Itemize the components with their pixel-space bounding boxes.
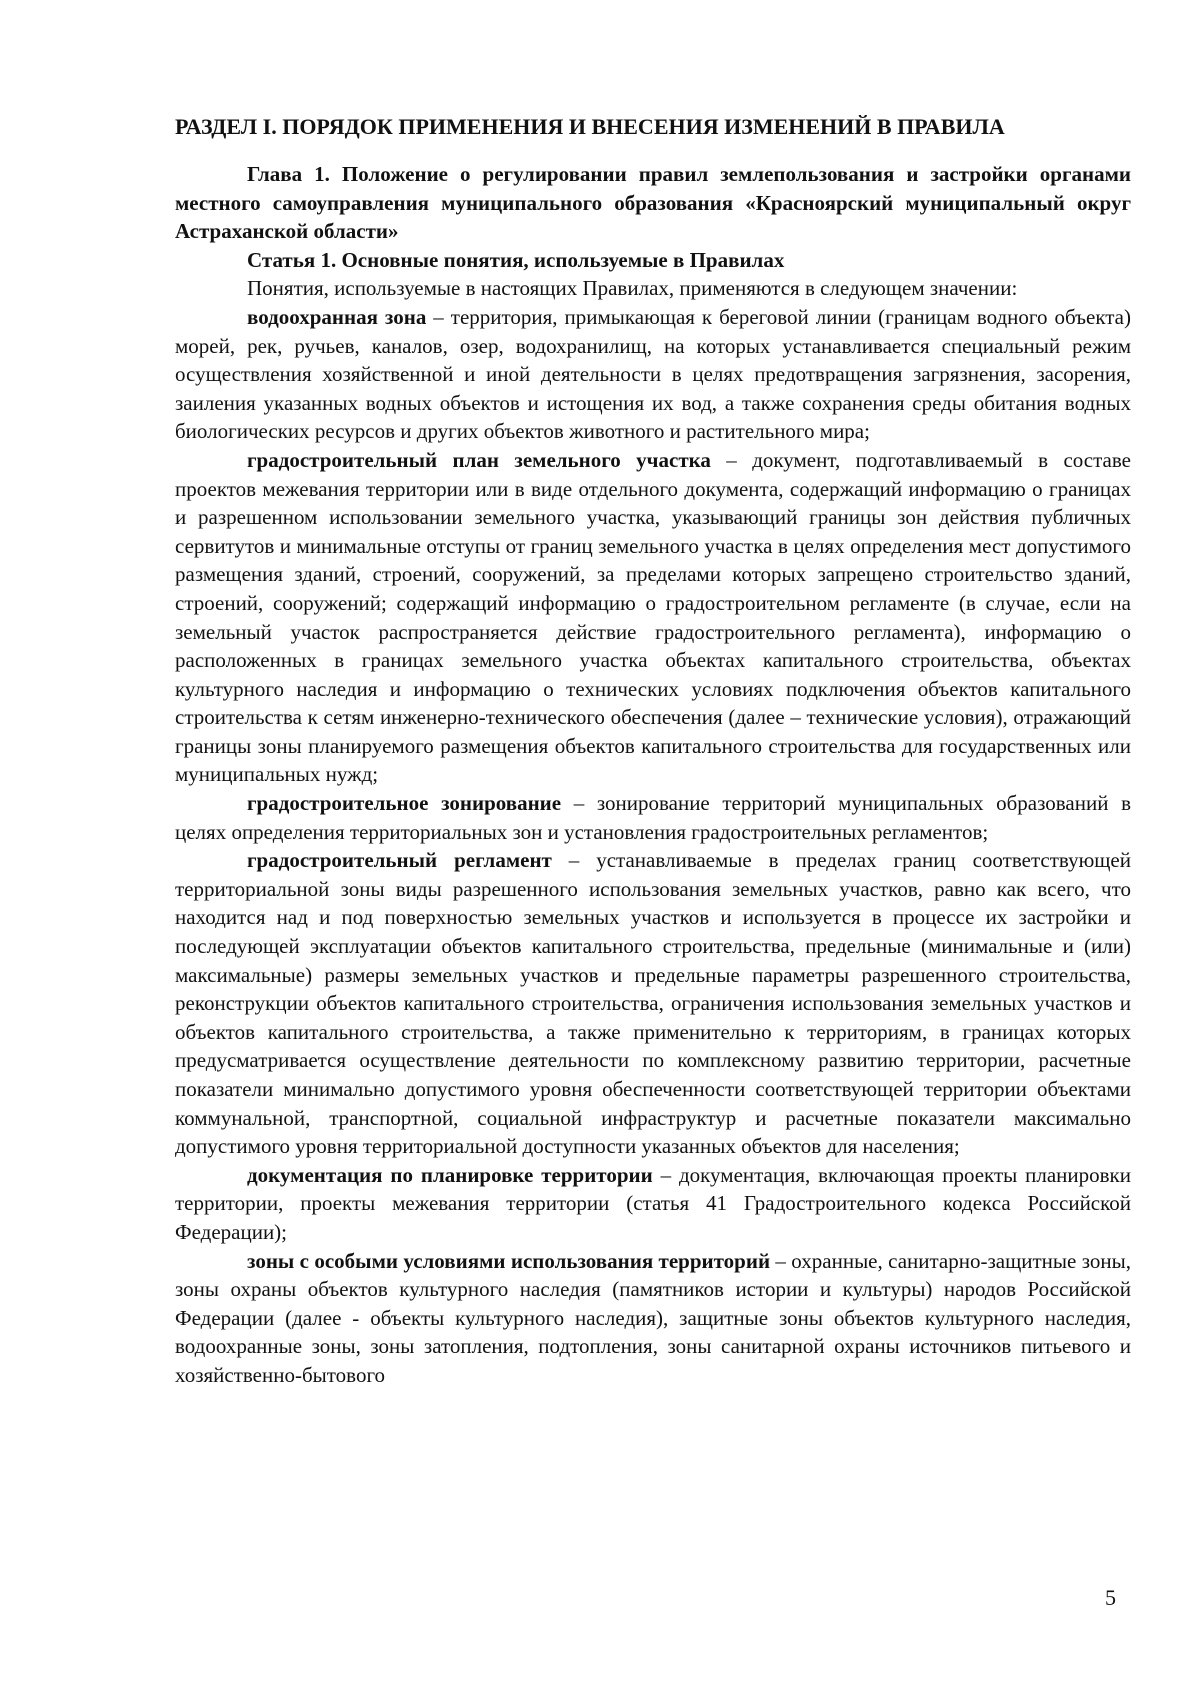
definition-paragraph: [175, 789, 1131, 846]
definition-text: – зонирование территорий муниципальных образований в целях определения территориальных зон и установления градостроительных регламентов;: [175, 791, 1131, 844]
chapter-title: Глава 1. Положение о регулировании правил землепользования и застройки органами местного самоуправления муниципального образования «Красноярский муниципальный округ Астраханской области»: [175, 162, 1131, 244]
definition-text: – документ, подготавливаемый в составе проектов межевания территории или в виде отдельного документа, содержащий информацию о границах и разрешенном использовании земельного участка, указывающий границы зон действия публичных сервитутов и минимальные отступы от границ земельного участка в целях определения мест допустимого размещения зданий, строений, сооружений, за пределами которых запрещено строительство зданий, строений, сооружений; содержащий информацию о градостроительном регламенте (в случае, если на земельный участок распространяется действие градостроительного регламента), информацию о расположенных в границах земельного участка объектах капитального строительства, объектах культурного наследия и информацию о технических условиях подключения объектов капитального строительства к сетям инженерно-технического обеспечения (далее – технические условия), отражающий границы зоны планируемого размещения объектов капитального строительства для государственных или муниципальных нужд;: [175, 447, 1131, 787]
definition-term: зоны с особыми условиями использования территорий: [247, 1248, 771, 1273]
section-title: РАЗДЕЛ I. ПОРЯДОК ПРИМЕНЕНИЯ И ВНЕСЕНИЯ ИЗМЕНЕНИЙ В ПРАВИЛА: [175, 114, 1005, 139]
definition-text: – территория, примыкающая к береговой линии (границам водного объекта) морей, рек, ручьев, каналов, озер, водохранилищ, на которых устанавливается специальный режим осуществления хозяйственной и иной деятельности в целях предотвращения загрязнения, засорения, заиления указанных водных объектов и истощения их вод, а также сохранения среды обитания водных биологических ресурсов и других объектов животного и растительного мира;: [175, 304, 1131, 444]
definition-paragraph: [175, 446, 1131, 789]
definition-paragraph: [175, 846, 1131, 1161]
definition-term: градостроительный план земельного участка: [247, 447, 711, 472]
definition-paragraph: [175, 1161, 1131, 1247]
definition-paragraph: [175, 303, 1131, 446]
definition-text: – документация, включающая проекты планировки территории, проекты межевания территории (статья 41 Градостроительного кодекса Российской Федерации);: [175, 1162, 1131, 1244]
definition-paragraph: [175, 1247, 1131, 1390]
definition-term: документация по планировке территории: [247, 1162, 653, 1187]
definition-term: водоохранная зона: [247, 304, 427, 329]
page-number: 5: [1105, 1585, 1116, 1610]
definition-term: градостроительное зонирование: [247, 791, 562, 816]
page-content: [175, 112, 1131, 1390]
intro-paragraph: Понятия, используемые в настоящих Правилах, применяются в следующем значении:: [247, 276, 1018, 301]
definition-text: – охранные, санитарно-защитные зоны, зоны охраны объектов культурного наследия (памятников истории и культуры) народов Российской Федерации (далее - объекты культурного наследия), защитные зоны объектов культурного наследия, водоохранные зоны, зоны затопления, подтопления, зоны санитарной охраны источников питьевого и хозяйственно-бытового: [175, 1248, 1131, 1387]
definition-term: градостроительный регламент: [247, 848, 552, 873]
article-title: Статья 1. Основные понятия, используемые в Правилах: [247, 247, 785, 272]
definition-text: – устанавливаемые в пределах границ соответствующей территориальной зоны виды разрешенного использования земельных участков, равно как всего, что находится над и под поверхностью земельных участков и используется в процессе их застройки и последующей эксплуатации объектов капитального строительства, предельные (минимальные и (или) максимальные) размеры земельных участков и предельные параметры разрешенного строительства, реконструкции объектов капитального строительства, ограничения использования земельных участков и объектов капитального строительства, а также применительно к территориям, в границах которых предусматривается осуществление деятельности по комплексному развитию территории, расчетные показатели минимально допустимого уровня обеспеченности соответствующей территории объектами коммунальной, транспортной, социальной инфраструктур и расчетные показатели максимально допустимого уровня территориальной доступности указанных объектов для населения;: [175, 848, 1131, 1159]
